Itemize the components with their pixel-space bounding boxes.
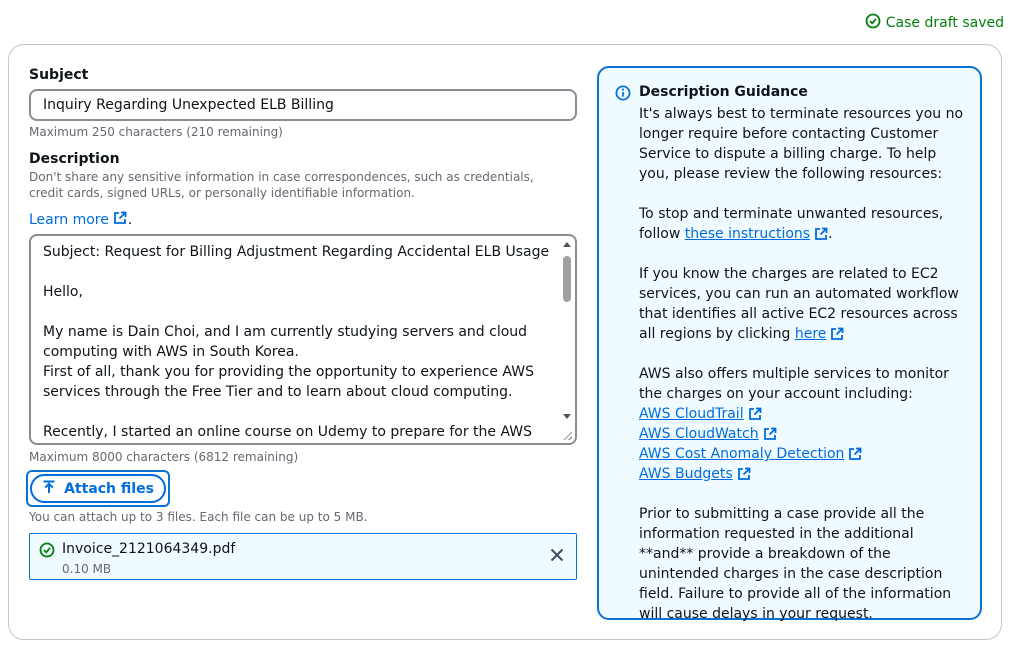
guidance-text: .	[828, 226, 833, 242]
description-label: Description	[29, 151, 120, 167]
external-link-icon	[814, 227, 828, 241]
guidance-paragraph	[639, 204, 964, 244]
learn-more-link[interactable]	[29, 211, 132, 229]
attach-files-button[interactable]	[30, 474, 166, 503]
guidance-body	[639, 104, 964, 624]
these-instructions-text[interactable]: these instructions	[684, 226, 811, 242]
external-link-icon	[848, 447, 862, 461]
external-link-icon	[763, 427, 777, 441]
budgets-link[interactable]	[639, 464, 751, 484]
resize-handle[interactable]	[564, 432, 572, 440]
close-icon[interactable]	[550, 547, 564, 566]
description-guidance-panel	[597, 66, 982, 620]
check-circle-icon	[865, 13, 881, 33]
scroll-down-arrow[interactable]	[563, 414, 571, 419]
guidance-link-item	[639, 424, 964, 444]
description-line: Recently, I started an online course on Udemy to prepare for the AWS	[43, 424, 533, 440]
draft-saved-status	[865, 13, 1004, 33]
these-instructions-link[interactable]	[685, 224, 828, 244]
description-textarea[interactable]	[29, 234, 577, 445]
description-line	[43, 262, 553, 282]
external-link-icon	[737, 467, 751, 481]
guidance-text: If you know the charges are related to EC2 services, you can run an automated workflow that identifies all active EC2 resources across all regions by clicking	[639, 266, 959, 342]
description-char-count: Maximum 8000 characters (6812 remaining)	[29, 450, 299, 464]
subject-input[interactable]	[29, 89, 577, 121]
description-line: Subject: Request for Billing Adjustment Regarding Accidental ELB Usage	[43, 244, 550, 260]
budgets-text[interactable]: AWS Budgets	[639, 466, 733, 482]
description-line: My name is Dain Choi, and I am currently studying servers and cloud computing with AWS in South Korea.	[43, 324, 528, 360]
cost-anomaly-detection-link[interactable]	[639, 444, 862, 464]
attach-focus-ring	[26, 470, 170, 507]
learn-more-text[interactable]: Learn more	[29, 212, 109, 228]
textarea-scrollbar[interactable]	[561, 238, 573, 441]
here-link[interactable]	[795, 324, 845, 344]
external-link-icon	[830, 327, 844, 341]
guidance-paragraph: AWS also offers multiple services to monitor the charges on your account including:	[639, 366, 949, 402]
file-name: Invoice_2121064349.pdf	[62, 541, 236, 557]
file-size: 0.10 MB	[62, 562, 112, 576]
upload-icon	[42, 480, 56, 498]
guidance-title: Description Guidance	[639, 84, 808, 100]
draft-saved-text: Case draft saved	[885, 15, 1004, 31]
guidance-text: To stop and terminate unwanted resources, follow	[639, 206, 944, 242]
guidance-paragraph: Prior to submitting a case provide all the information requested in the additional **and** provide a breakdown of the unintended charges in the case description field. Failure to provide all of the information will cause delays in your request.	[639, 506, 952, 622]
scroll-thumb[interactable]	[563, 256, 571, 302]
subject-char-count: Maximum 250 characters (210 remaining)	[29, 125, 283, 139]
description-line: Hello,	[43, 284, 83, 300]
guidance-link-item	[639, 404, 964, 424]
attach-hint: You can attach up to 3 files. Each file can be up to 5 MB.	[29, 510, 368, 524]
cloudtrail-text[interactable]: AWS CloudTrail	[639, 406, 744, 422]
here-text[interactable]: here	[794, 326, 827, 342]
guidance-paragraph	[639, 264, 964, 344]
attach-files-label: Attach files	[64, 480, 154, 497]
subject-label: Subject	[29, 67, 89, 83]
scroll-up-arrow[interactable]	[563, 242, 571, 247]
cloudwatch-text[interactable]: AWS CloudWatch	[639, 426, 759, 442]
cost-anomaly-detection-text[interactable]: AWS Cost Anomaly Detection	[639, 446, 845, 462]
cloudtrail-link[interactable]	[639, 404, 762, 424]
description-line	[43, 302, 553, 322]
attached-file-token	[29, 533, 577, 580]
guidance-link-item	[639, 464, 964, 484]
guidance-link-item	[639, 444, 964, 464]
info-icon	[615, 85, 631, 105]
guidance-paragraph: It's always best to terminate resources you no longer require before contacting Customer Service to dispute a billing charge. To help you, please review the following resources:	[639, 106, 964, 182]
cloudwatch-link[interactable]	[639, 424, 777, 444]
description-line: First of all, thank you for providing the opportunity to experience AWS services through the Free Tier and to learn about cloud computing.	[43, 364, 534, 400]
check-circle-icon	[39, 542, 55, 562]
learn-more-period: .	[127, 212, 133, 228]
description-line	[43, 402, 553, 422]
external-link-icon	[748, 407, 762, 421]
description-help-text: Don't share any sensitive information in case correspondences, such as credentials, credit cards, signed URLs, or personally identifiable information.	[29, 170, 534, 200]
description-text[interactable]	[43, 242, 553, 445]
external-link-icon	[113, 211, 127, 229]
